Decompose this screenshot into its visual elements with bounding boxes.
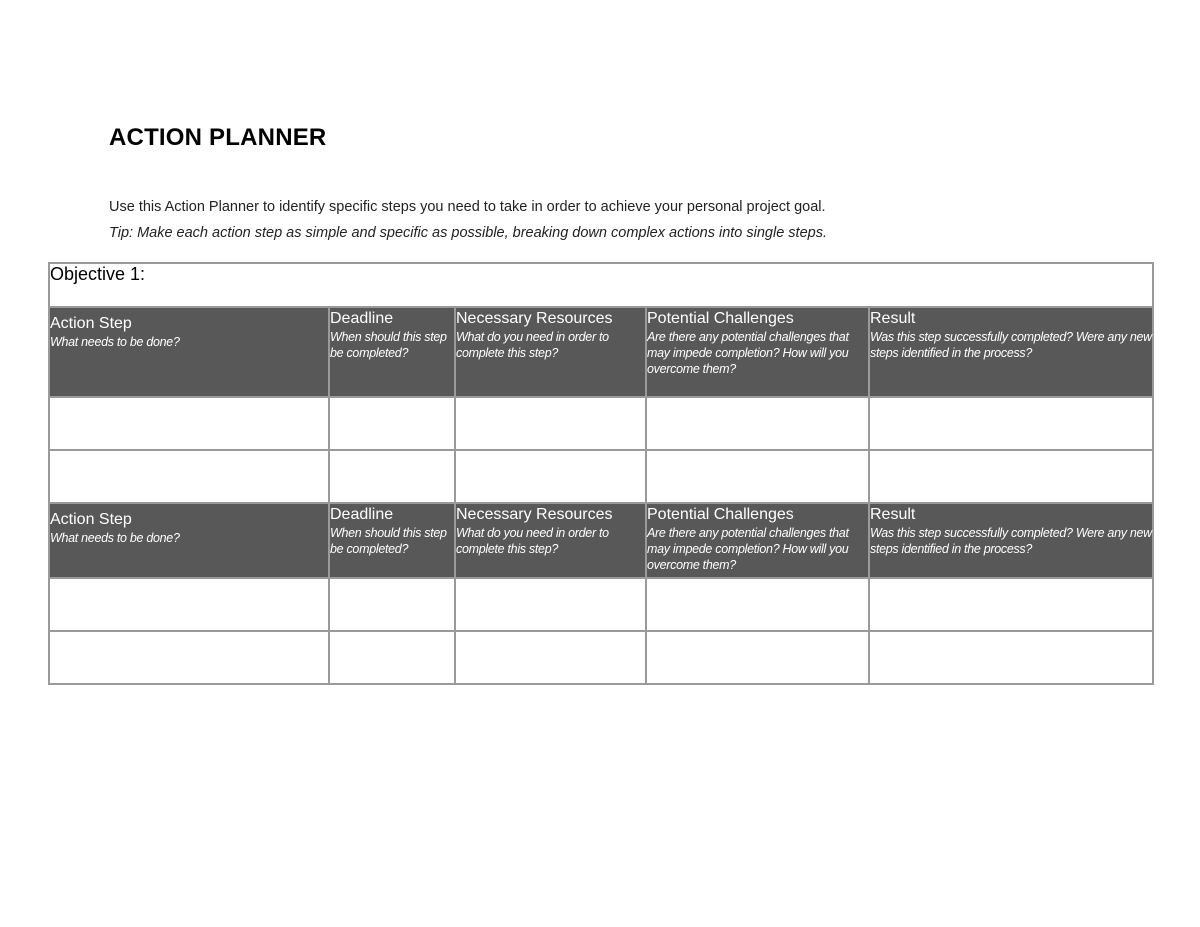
header-label: Action Step — [50, 511, 132, 528]
header-sub: When should this step be completed? — [330, 330, 447, 360]
action-planner-table — [48, 262, 1154, 685]
page-title: ACTION PLANNER — [109, 124, 327, 151]
header-sub: When should this step be completed? — [330, 526, 447, 556]
intro-text: Use this Action Planner to identify specific steps you need to take in order to achieve your personal project goal. — [109, 199, 826, 215]
entry-cell-deadline[interactable] — [329, 578, 455, 631]
header-challenges — [646, 503, 869, 578]
entry-row — [49, 450, 1153, 503]
entry-cell-challenges[interactable] — [646, 578, 869, 631]
header-sub: Are there any potential challenges that may impede completion? How will you overcome them? — [647, 330, 849, 376]
header-label: Necessary Resources — [456, 310, 613, 327]
header-label: Result — [870, 506, 916, 523]
header-sub: Are there any potential challenges that may impede completion? How will you overcome them? — [647, 526, 849, 572]
header-action-step — [49, 503, 329, 578]
entry-cell-challenges[interactable] — [646, 631, 869, 684]
header-sub: What needs to be done? — [50, 335, 180, 349]
header-sub: What do you need in order to complete this step? — [456, 330, 609, 360]
entry-cell-action-step[interactable] — [49, 397, 329, 450]
entry-cell-resources[interactable] — [455, 578, 646, 631]
header-label: Deadline — [330, 310, 394, 327]
header-sub: Was this step successfully completed? Were any new steps identified in the process? — [870, 330, 1152, 360]
header-label: Result — [870, 310, 916, 327]
header-deadline — [329, 307, 455, 397]
entry-cell-resources[interactable] — [455, 397, 646, 450]
header-sub: What do you need in order to complete this step? — [456, 526, 609, 556]
entry-cell-deadline[interactable] — [329, 450, 455, 503]
entry-cell-result[interactable] — [869, 397, 1153, 450]
entry-cell-deadline[interactable] — [329, 631, 455, 684]
header-action-step — [49, 307, 329, 397]
header-sub: Was this step successfully completed? Were any new steps identified in the process? — [870, 526, 1152, 556]
entry-cell-result[interactable] — [869, 450, 1153, 503]
header-label: Action Step — [50, 315, 132, 332]
entry-cell-challenges[interactable] — [646, 397, 869, 450]
entry-row — [49, 578, 1153, 631]
entry-row — [49, 631, 1153, 684]
header-result — [869, 503, 1153, 578]
entry-cell-action-step[interactable] — [49, 450, 329, 503]
header-deadline — [329, 503, 455, 578]
header-row — [49, 307, 1153, 397]
entry-cell-action-step[interactable] — [49, 631, 329, 684]
intro-block — [109, 194, 827, 246]
header-label: Necessary Resources — [456, 506, 613, 523]
entry-cell-result[interactable] — [869, 631, 1153, 684]
entry-cell-result[interactable] — [869, 578, 1153, 631]
entry-cell-deadline[interactable] — [329, 397, 455, 450]
entry-cell-challenges[interactable] — [646, 450, 869, 503]
header-result — [869, 307, 1153, 397]
header-resources — [455, 307, 646, 397]
header-row — [49, 503, 1153, 578]
header-label: Potential Challenges — [647, 506, 794, 523]
header-sub: What needs to be done? — [50, 531, 180, 545]
entry-cell-resources[interactable] — [455, 631, 646, 684]
objective-label: Objective 1: — [49, 263, 1153, 307]
header-label: Potential Challenges — [647, 310, 794, 327]
entry-row — [49, 397, 1153, 450]
objective-row — [49, 263, 1153, 307]
header-label: Deadline — [330, 506, 394, 523]
entry-cell-resources[interactable] — [455, 450, 646, 503]
tip-text: Tip: Make each action step as simple and specific as possible, breaking down complex actions into single steps. — [109, 225, 827, 241]
entry-cell-action-step[interactable] — [49, 578, 329, 631]
header-challenges — [646, 307, 869, 397]
header-resources — [455, 503, 646, 578]
